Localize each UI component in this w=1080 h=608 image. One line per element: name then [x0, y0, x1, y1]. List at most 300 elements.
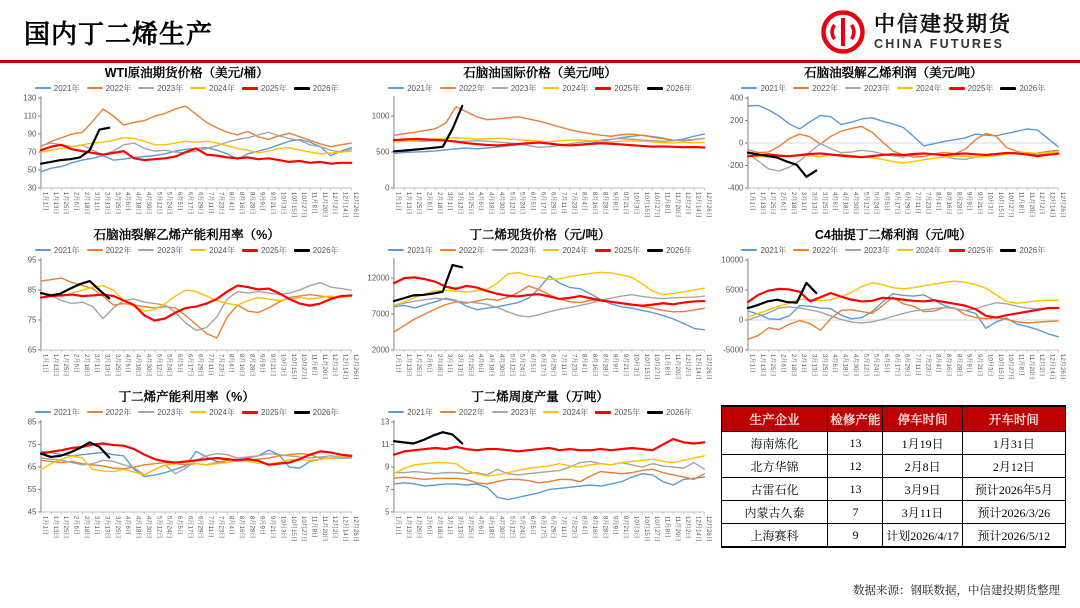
x-tick-label: 7月23日	[217, 191, 225, 215]
x-tick-label: 5月12日	[155, 515, 163, 539]
x-tick-label: 6月17日	[539, 515, 547, 539]
legend-item-2021年	[35, 83, 80, 94]
y-tick-label: 55	[27, 485, 37, 495]
x-tick-label: 6月5日	[529, 515, 537, 536]
legend-label: 2023年	[510, 245, 537, 255]
legend-label: 2023年	[864, 245, 890, 255]
legend-label: 2024年	[915, 83, 942, 93]
x-tick-label: 10月15日	[643, 191, 651, 219]
x-tick-label: 6月5日	[882, 191, 890, 212]
y-tick-label: 7000	[372, 309, 390, 319]
table-header-3: 开车时间	[962, 406, 1065, 432]
legend-line-icon	[595, 87, 611, 90]
x-tick-label: 3月13日	[456, 191, 464, 215]
legend-item-2025年	[595, 245, 640, 256]
x-tick-label: 11月8日	[663, 353, 671, 377]
legend-label: 2024年	[209, 245, 235, 255]
legend-line-icon	[845, 249, 861, 251]
chart-legend	[367, 406, 712, 418]
legend-line-icon	[595, 411, 611, 414]
x-tick-label: 5月12日	[508, 353, 516, 377]
x-tick-label: 3月25日	[467, 191, 475, 215]
legend-label: 2024年	[562, 245, 589, 255]
x-tick-label: 12月14日	[694, 515, 702, 543]
legend-label: 2023年	[157, 245, 184, 255]
x-tick-label: 1月1日	[748, 191, 756, 212]
chart-title: C4抽提丁二烯利润（元/吨）	[814, 228, 972, 242]
legend-item-2025年	[242, 407, 287, 418]
legend-label: 2025年	[967, 245, 994, 255]
legend-label: 2021年	[407, 83, 433, 93]
x-tick-label: 8月4日	[581, 515, 589, 536]
x-tick-label: 12月26日	[1058, 191, 1066, 219]
x-tick-label: 4月6日	[830, 191, 838, 212]
x-tick-label: 7月23日	[570, 191, 578, 215]
table-header-row	[721, 406, 1065, 432]
legend-item-2022年	[440, 83, 485, 94]
table-cell: 3月11日	[883, 501, 962, 524]
x-tick-label: 1月25日	[415, 353, 423, 377]
legend-line-icon	[793, 249, 809, 251]
x-tick-label: 4月18日	[841, 353, 849, 377]
x-tick-label: 6月17日	[186, 515, 194, 539]
x-tick-label: 6月17日	[539, 353, 547, 377]
legend-item-2023年	[492, 83, 537, 94]
x-tick-label: 4月18日	[134, 191, 142, 215]
x-tick-label: 8月28日	[955, 353, 963, 377]
legend-item-2021年	[388, 245, 433, 256]
x-tick-label: 12月14日	[341, 515, 349, 543]
x-tick-label: 5月24日	[872, 353, 880, 377]
x-tick-label: 6月29日	[196, 191, 204, 215]
x-tick-label: 9月21日	[622, 191, 630, 215]
x-tick-label: 7月11日	[206, 191, 214, 215]
legend-label: 2022年	[458, 83, 485, 93]
legend-item-2024年	[897, 245, 942, 256]
x-tick-label: 3月13日	[103, 353, 111, 377]
x-tick-label: 8月28日	[601, 353, 609, 377]
x-tick-label: 5月12日	[861, 191, 869, 215]
x-tick-label: 8月4日	[581, 191, 589, 212]
x-tick-label: 2月6日	[425, 515, 433, 536]
x-tick-label: 4月18日	[487, 353, 495, 377]
x-tick-label: 11月8日	[1017, 191, 1025, 215]
x-tick-label: 3月1日	[799, 191, 807, 212]
chart-legend	[14, 406, 359, 418]
x-tick-label: 2月18日	[436, 515, 444, 539]
x-tick-label: 7月11日	[913, 353, 921, 377]
legend-line-icon	[138, 411, 154, 413]
legend-label: 2023年	[510, 83, 537, 93]
legend-label: 2025年	[260, 245, 287, 255]
x-tick-label: 2月6日	[779, 353, 787, 374]
chart-legend	[721, 244, 1066, 256]
y-tick-label: 65	[27, 462, 37, 472]
y-tick-label: 7	[385, 485, 390, 495]
y-tick-label: 1000	[372, 111, 390, 121]
x-tick-label: 5月12日	[155, 353, 163, 377]
y-tick-label: 130	[23, 94, 37, 103]
x-tick-label: 7月11日	[560, 515, 568, 539]
legend-label: 2024年	[562, 407, 589, 417]
x-tick-label: 8月4日	[227, 515, 235, 536]
x-tick-label: 3月25日	[467, 353, 475, 377]
legend-item-2022年	[87, 245, 132, 256]
legend-item-2026年	[294, 245, 339, 256]
x-tick-label: 12月2日	[1037, 191, 1045, 215]
legend-item-2024年	[543, 245, 588, 256]
x-tick-label: 11月8日	[663, 515, 671, 539]
y-tick-label: -200	[727, 161, 744, 171]
legend-line-icon	[492, 411, 508, 413]
legend-label: 2024年	[209, 407, 235, 417]
table-cell: 1月31日	[962, 432, 1065, 455]
y-tick-label: 90	[27, 129, 37, 139]
legend-line-icon	[294, 87, 310, 90]
x-tick-label: 6月17日	[892, 353, 900, 377]
legend-item-2021年	[35, 407, 80, 418]
chart-plot	[14, 256, 359, 389]
legend-line-icon	[388, 411, 404, 413]
legend-item-2025年	[242, 83, 287, 94]
legend-line-icon	[87, 411, 103, 413]
legend-label: 2022年	[458, 407, 485, 417]
x-tick-label: 1月1日	[41, 353, 49, 374]
table-cell: 古雷石化	[721, 478, 828, 501]
legend-item-2024年	[190, 245, 235, 256]
x-tick-label: 3月1日	[93, 353, 101, 374]
x-tick-label: 10月15日	[643, 515, 651, 543]
series-2021年	[394, 474, 704, 500]
table-row	[721, 524, 1065, 548]
x-tick-label: 3月13日	[810, 353, 818, 377]
legend-label: 2025年	[614, 407, 641, 417]
x-tick-label: 5月24日	[165, 515, 173, 539]
x-tick-label: 1月13日	[405, 515, 413, 539]
table-cell: 9	[828, 524, 883, 548]
x-tick-label: 5月24日	[165, 191, 173, 215]
chart-5	[721, 227, 1066, 389]
legend-item-2021年	[741, 83, 786, 94]
legend-label: 2026年	[666, 245, 692, 255]
legend-label: 2022年	[105, 83, 132, 93]
y-tick-label: 10000	[720, 256, 744, 265]
x-tick-label: 10月15日	[996, 353, 1004, 381]
x-tick-label: 10月27日	[1006, 191, 1014, 219]
legend-item-2021年	[388, 407, 433, 418]
legend-label: 2026年	[312, 83, 339, 93]
x-tick-label: 2月6日	[779, 191, 787, 212]
table-cell: 2月12日	[962, 455, 1065, 478]
legend-item-2026年	[1000, 83, 1045, 94]
chart-title: 石脑油裂解乙烯产能利用率（%）	[93, 228, 280, 242]
x-tick-label: 9月21日	[622, 515, 630, 539]
x-tick-label: 10月3日	[986, 353, 994, 377]
x-tick-label: 1月25日	[415, 191, 423, 215]
legend-line-icon	[949, 249, 965, 252]
legend-label: 2021年	[53, 407, 80, 417]
y-tick-label: 0	[385, 183, 390, 193]
legend-line-icon	[388, 87, 404, 89]
chart-legend	[367, 244, 712, 256]
x-tick-label: 6月5日	[529, 191, 537, 212]
chart-7	[367, 389, 712, 551]
x-tick-label: 7月23日	[570, 515, 578, 539]
x-tick-label: 5月24日	[518, 515, 526, 539]
chart-legend	[721, 82, 1066, 94]
x-tick-label: 10月27日	[653, 191, 661, 219]
x-tick-label: 2月18日	[436, 191, 444, 215]
x-tick-label: 4月18日	[134, 515, 142, 539]
legend-item-2024年	[190, 83, 235, 94]
header	[0, 0, 1080, 60]
chart-legend	[14, 82, 359, 94]
table-header-0: 生产企业	[721, 406, 828, 432]
x-tick-label: 1月25日	[768, 191, 776, 215]
series-2025年	[394, 439, 704, 455]
x-tick-label: 7月23日	[570, 353, 578, 377]
x-tick-label: 2月6日	[72, 353, 80, 374]
x-tick-label: 3月13日	[103, 191, 111, 215]
legend-line-icon	[949, 87, 965, 90]
series-2025年	[41, 286, 351, 321]
legend-item-2026年	[294, 83, 339, 94]
legend-item-2024年	[897, 83, 942, 94]
x-tick-label: 4月6日	[830, 353, 838, 374]
legend-line-icon	[647, 249, 663, 252]
x-tick-label: 10月3日	[279, 515, 287, 539]
x-tick-label: 9月9日	[612, 191, 620, 212]
x-tick-label: 8月16日	[591, 191, 599, 215]
table-cell: 7	[828, 501, 883, 524]
chart-title: 丁二烯现货价格（元/吨）	[469, 228, 611, 242]
chart-1	[367, 65, 712, 227]
x-tick-label: 8月16日	[944, 191, 952, 215]
legend-label: 2021年	[760, 245, 787, 255]
x-tick-label: 8月28日	[601, 191, 609, 215]
chart-6	[14, 389, 359, 551]
legend-line-icon	[543, 87, 559, 89]
y-tick-label: 30	[27, 183, 37, 193]
x-tick-label: 3月13日	[103, 515, 111, 539]
x-tick-label: 4月18日	[487, 515, 495, 539]
x-tick-label: 6月29日	[549, 353, 557, 377]
x-tick-label: 6月5日	[882, 353, 890, 374]
chart-4	[367, 227, 712, 389]
legend-item-2026年	[647, 245, 692, 256]
y-tick-label: 2000	[372, 345, 390, 355]
x-tick-label: 11月20日	[674, 515, 682, 542]
x-tick-label: 3月1日	[93, 191, 101, 212]
y-tick-label: 0	[738, 315, 744, 325]
legend-item-2026年	[647, 83, 692, 94]
x-tick-label: 4月6日	[477, 515, 485, 536]
legend-item-2024年	[543, 83, 588, 94]
legend-item-2021年	[388, 83, 433, 94]
x-tick-label: 10月27日	[653, 353, 661, 381]
series-2022年	[394, 107, 704, 141]
x-tick-label: 8月28日	[248, 353, 256, 377]
legend-label: 2022年	[458, 245, 485, 255]
y-tick-label: 11	[381, 440, 390, 450]
y-tick-label: 9	[385, 462, 390, 472]
chart-0	[14, 65, 359, 227]
x-tick-label: 3月1日	[446, 353, 454, 374]
legend-label: 2021年	[53, 245, 80, 255]
chart-plot	[721, 256, 1066, 389]
table-header-2: 停车时间	[883, 406, 962, 432]
x-tick-label: 2月6日	[425, 353, 433, 374]
x-tick-label: 12月14日	[341, 353, 349, 381]
x-tick-label: 1月1日	[394, 353, 402, 374]
y-tick-label: 500	[376, 147, 390, 157]
x-tick-label: 9月9日	[965, 191, 973, 212]
x-tick-label: 8月4日	[581, 353, 589, 374]
table-cell: 内蒙古久泰	[721, 501, 828, 524]
x-tick-label: 5月12日	[508, 515, 516, 539]
legend-item-2023年	[492, 245, 537, 256]
x-tick-label: 8月28日	[248, 191, 256, 215]
x-tick-label: 3月25日	[820, 353, 828, 377]
x-tick-label: 6月17日	[186, 191, 194, 215]
legend-line-icon	[741, 249, 757, 251]
x-tick-label: 9月21日	[269, 353, 277, 377]
legend-line-icon	[647, 411, 663, 414]
x-tick-label: 4月30日	[498, 353, 506, 377]
x-tick-label: 3月25日	[113, 353, 121, 377]
x-tick-label: 3月13日	[810, 191, 818, 215]
legend-line-icon	[87, 249, 103, 251]
legend-item-2026年	[647, 407, 692, 418]
x-tick-label: 4月6日	[124, 353, 132, 374]
x-tick-label: 12月14日	[694, 191, 702, 219]
legend-item-2025年	[949, 245, 994, 256]
y-tick-label: 0	[738, 138, 744, 148]
x-tick-label: 10月27日	[300, 353, 308, 381]
logo-text	[874, 13, 1012, 50]
x-tick-label: 5月12日	[861, 353, 869, 377]
legend-line-icon	[242, 87, 258, 90]
legend-line-icon	[190, 249, 206, 251]
legend-label: 2025年	[614, 245, 641, 255]
x-tick-label: 10月27日	[300, 191, 308, 219]
x-tick-label: 12月14日	[1048, 353, 1056, 381]
x-tick-label: 8月4日	[934, 353, 942, 374]
table-cell: 计划2026/4/17	[883, 524, 962, 548]
x-tick-label: 10月27日	[300, 515, 308, 543]
legend-line-icon	[647, 87, 663, 90]
citic-logo-icon	[820, 9, 866, 55]
x-tick-label: 12月26日	[351, 191, 359, 219]
x-tick-label: 10月15日	[289, 515, 297, 543]
y-tick-label: 45	[27, 507, 37, 517]
x-tick-label: 11月8日	[310, 191, 318, 215]
x-tick-label: 12月2日	[684, 353, 692, 377]
x-tick-label: 6月29日	[196, 353, 204, 377]
x-tick-label: 12月2日	[331, 353, 339, 377]
x-tick-label: 11月8日	[310, 353, 318, 377]
x-tick-label: 10月3日	[279, 353, 287, 377]
x-tick-label: 8月28日	[248, 515, 256, 539]
chart-3	[14, 227, 359, 389]
legend-label: 2026年	[1019, 245, 1046, 255]
x-tick-label: 4月18日	[134, 353, 142, 377]
logo-name-cn: 中信建投期货	[874, 13, 1012, 37]
x-tick-label: 10月27日	[1006, 353, 1014, 381]
legend-line-icon	[87, 87, 103, 89]
legend-item-2022年	[793, 245, 838, 256]
x-tick-label: 11月20日	[320, 515, 328, 542]
legend-label: 2026年	[312, 245, 339, 255]
x-tick-label: 12月14日	[1048, 191, 1056, 219]
y-tick-label: 75	[27, 440, 37, 450]
x-tick-label: 3月25日	[113, 191, 121, 215]
x-tick-label: 4月30日	[851, 353, 859, 377]
x-tick-label: 1月1日	[41, 515, 49, 536]
x-tick-label: 1月13日	[51, 191, 59, 215]
chart-2	[721, 65, 1066, 227]
x-tick-label: 1月13日	[51, 515, 59, 539]
legend-label: 2025年	[260, 407, 287, 417]
x-tick-label: 12月26日	[705, 515, 713, 543]
x-tick-label: 10月3日	[986, 191, 994, 215]
x-tick-label: 7月23日	[923, 353, 931, 377]
series-2021年	[748, 105, 1058, 147]
legend-item-2023年	[845, 245, 890, 256]
table-cell: 1月19日	[883, 432, 962, 455]
x-tick-label: 9月21日	[269, 191, 277, 215]
table-cell: 2月8日	[883, 455, 962, 478]
y-tick-label: 400	[729, 94, 744, 103]
y-tick-label: 110	[23, 111, 37, 121]
x-tick-label: 11月20日	[320, 191, 328, 218]
x-tick-label: 7月11日	[913, 191, 921, 215]
legend-line-icon	[1000, 87, 1016, 90]
legend-label: 2023年	[510, 407, 537, 417]
legend-label: 2022年	[105, 407, 132, 417]
legend-item-2023年	[492, 407, 537, 418]
y-tick-label: 85	[27, 285, 37, 295]
chart-plot	[14, 94, 359, 227]
x-tick-label: 12月2日	[684, 191, 692, 215]
x-tick-label: 8月16日	[238, 191, 246, 215]
legend-label: 2025年	[260, 83, 287, 93]
legend-line-icon	[741, 87, 757, 89]
x-tick-label: 10月15日	[643, 353, 651, 381]
x-tick-label: 11月8日	[663, 191, 671, 215]
table-row	[721, 455, 1065, 478]
x-tick-label: 7月11日	[206, 353, 214, 377]
chart-legend	[14, 244, 359, 256]
legend-label: 2021年	[407, 407, 433, 417]
x-tick-label: 1月25日	[62, 353, 70, 377]
legend-item-2023年	[138, 245, 183, 256]
legend-line-icon	[440, 87, 456, 89]
chart-plot	[367, 418, 712, 551]
legend-item-2022年	[793, 83, 838, 94]
legend-label: 2021年	[760, 83, 787, 93]
x-tick-label: 9月9日	[258, 191, 266, 212]
legend-label: 2022年	[812, 83, 839, 93]
x-tick-label: 9月9日	[258, 353, 266, 374]
x-tick-label: 3月1日	[93, 515, 101, 536]
x-tick-label: 2月18日	[82, 515, 90, 539]
maintenance-table	[721, 405, 1066, 548]
x-tick-label: 4月6日	[477, 191, 485, 212]
x-tick-label: 6月5日	[529, 353, 537, 374]
y-tick-label: 12000	[367, 273, 390, 283]
x-tick-label: 3月1日	[799, 353, 807, 374]
